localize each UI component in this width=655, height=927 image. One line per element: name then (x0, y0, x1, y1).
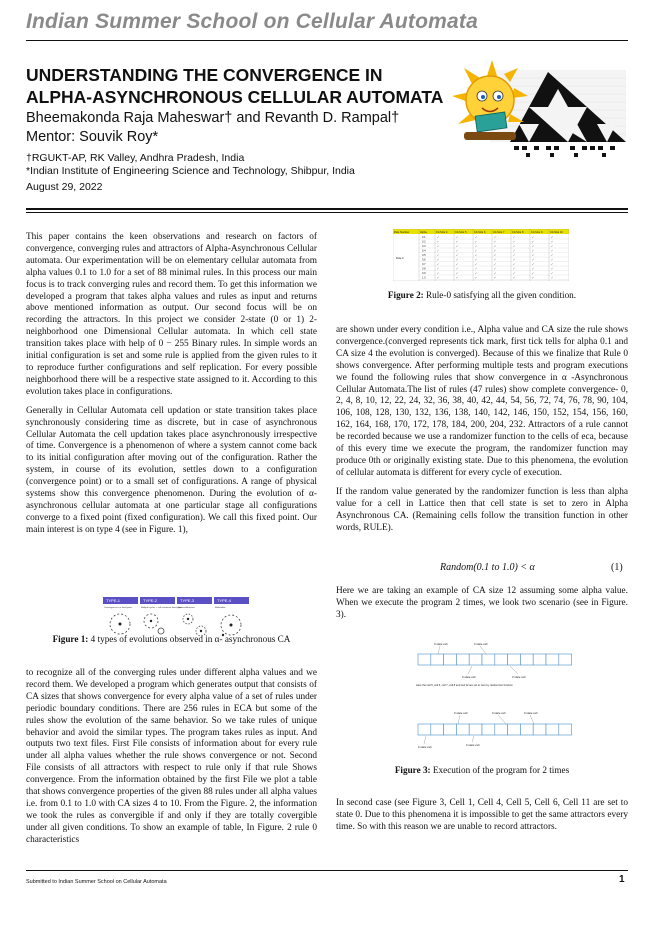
fig3-bottom-cell (418, 724, 431, 735)
authors: Bheemakonda Raja Maheswar† and Revanth D. Rampal† (26, 110, 400, 126)
fig2-tick-mark: ✓ (475, 254, 478, 257)
fig2-tick-mark: ✓ (532, 263, 535, 266)
figure-1-caption (26, 634, 317, 644)
fig2-tick-mark: ✓ (532, 276, 535, 280)
fig2-tick-mark: ✓ (437, 245, 440, 248)
fig2-tick-mark: ✓ (513, 249, 516, 253)
fig3-bottom-cell (456, 724, 469, 735)
title-line-1: UNDERSTANDING THE CONVERGENCE IN (26, 65, 383, 85)
fig2-tick-mark: ✓ (437, 267, 440, 271)
fig3-top-label-2: 0 state cell (474, 642, 488, 646)
fig3-top-cell (533, 654, 546, 665)
paragraph-example: Here we are taking an example of CA size 12 assuming some alpha value. When we execute the program 2 times, we look two scenario (see in Figure. 3). (336, 586, 628, 620)
fig2-alpha-value: 0.2 (422, 240, 426, 244)
fig2-tick-mark: ✓ (475, 276, 478, 280)
right-column-top (336, 325, 628, 541)
fig2-tick-mark: ✓ (551, 263, 554, 266)
fig3-bottom-label-5: 0 state cell (466, 743, 480, 747)
fig2-tick-mark: ✓ (475, 263, 478, 266)
fig2-tick-mark: ✓ (551, 240, 554, 244)
right-column-bottom (336, 798, 628, 841)
fig2-tick-mark: ✓ (475, 245, 478, 248)
figure-2-table (393, 229, 569, 281)
fig1-type-3: TYPE-3 (180, 598, 195, 603)
figure-3-caption-text: Execution of the program for 2 times (432, 765, 570, 775)
fig2-tick-mark: ✓ (494, 263, 497, 266)
fig2-tick-mark: ✓ (437, 254, 440, 257)
fig3-bottom-cell (559, 724, 572, 735)
paragraph-abstract: This paper contains the keen observations and research on factors of convergence, converging rules and attractors of Alpha-Asynchronous Cellular automata. Our experimentation will be on elementary cellular automata from alpha values 0.1 to 1.0 for a set of 88 minimal rules. In this process our main focus is to track converging rules and record them. To get this information we developed a program that takes alpha values and rules as input and returns above mentioned information as output. Our second focus will be on recording the attractors. In this project we consider 2-state (0 or 1) 2-neighborhood one Dimensional Cellular automata. In which cell state transition takes place with help of 0 − 255 Binary rules. In simple words an initial configuration is set and some rule is applied from the given rules to it to reproduce further configurations and self replication. For every possible neighborhood there will be a respective state assigned to it. According to this evolution takes place in configurations. (26, 232, 317, 397)
figure-3-label: Figure 3: (394, 765, 431, 775)
fig3-top-cell (546, 654, 559, 665)
fig2-header-size4: CA Size 4 (436, 231, 448, 234)
fig2-tick-mark: ✓ (456, 272, 459, 275)
paper-title (26, 64, 446, 108)
fig2-header-size7: CA Size 7 (493, 231, 505, 234)
fig2-alpha-value: 0.7 (422, 263, 426, 266)
fig2-tick-mark: ✓ (513, 236, 516, 239)
fig2-tick-mark: ✓ (494, 240, 497, 244)
fig2-tick-mark: ✓ (475, 249, 478, 253)
fig2-tick-mark: ✓ (551, 245, 554, 248)
fig2-alpha-value: 0.5 (422, 254, 426, 257)
fig2-tick-mark: ✓ (475, 272, 478, 275)
fig3-bottom-cell (508, 724, 521, 735)
fig2-tick-mark: ✓ (551, 254, 554, 257)
fig2-tick-mark: ✓ (475, 240, 478, 244)
fig2-header-size8: CA Size 8 (512, 231, 524, 234)
fig2-tick-mark: ✓ (551, 272, 554, 275)
fig2-tick-mark: ✓ (551, 236, 554, 239)
figure-1-label: Figure 1: (52, 634, 89, 644)
fig2-tick-mark: ✓ (456, 240, 459, 244)
fig1-desc-1: Convergence to a fixed point (104, 607, 132, 609)
fig2-alpha-value: 0.8 (422, 267, 426, 271)
equation-1: Random(0.1 to 1.0) < α (440, 562, 535, 573)
fig2-tick-mark: ✓ (475, 258, 478, 262)
fig2-header-size9: CA Size 9 (531, 231, 543, 234)
fig2-tick-mark: ✓ (513, 276, 516, 280)
fig3-bottom-cell (495, 724, 508, 735)
fig3-top-label-1: 0 state cell (434, 642, 448, 646)
fig2-header-rule: Rule Number (394, 231, 410, 234)
fig1-type-1: TYPE-1 (106, 598, 121, 603)
fig3-bottom-label-1: 0 state cell (454, 711, 468, 715)
fig2-tick-mark: ✓ (513, 258, 516, 262)
figure-3-image (414, 640, 574, 752)
fig2-tick-mark: ✓ (437, 249, 440, 253)
footer-rule (26, 870, 628, 871)
fig3-top-cell (431, 654, 444, 665)
fig2-tick-mark: ✓ (456, 258, 459, 262)
fig2-tick-mark: ✓ (456, 249, 459, 253)
fig2-tick-mark: ✓ (494, 245, 497, 248)
figure-3-caption (336, 765, 628, 775)
page-number: 1 (619, 874, 625, 885)
fig2-tick-mark: ✓ (551, 249, 554, 253)
fig2-tick-mark: ✓ (494, 249, 497, 253)
date: August 29, 2022 (26, 181, 103, 193)
fig3-top-cell (559, 654, 572, 665)
header-rule (26, 40, 628, 41)
fig3-top-cell (495, 654, 508, 665)
title-rule-1 (26, 208, 628, 210)
fig2-tick-mark: ✓ (437, 236, 440, 239)
fig3-bottom-cell (482, 724, 495, 735)
fig2-alpha-value: 0.6 (422, 258, 426, 262)
fig2-tick-mark: ✓ (456, 236, 459, 239)
fig1-type-4: TYPE-4 (217, 598, 232, 603)
fig2-tick-mark: ✓ (437, 258, 440, 262)
affiliation-1: †RGUKT-AP, RK Valley, Andhra Pradesh, India (26, 152, 245, 164)
fig2-tick-mark: ✓ (437, 240, 440, 244)
fig2-tick-mark: ✓ (456, 263, 459, 266)
fig3-top-cell (469, 654, 482, 665)
fig2-header-size5: CA Size 5 (455, 231, 467, 234)
fig3-bottom-cell (520, 724, 533, 735)
paragraph-method: to recognize all of the converging rules under different alpha values and we record them. We developed a program which generates output that consists of CA sizes that shows convergence for every alpha value of a set of rules under periodic boundary conditions. There are 256 rules in ECA but some of the rules show the evolution of the same behavior. So we take rules of unique behavior and avoid the similar types. The program takes rules as input. And outputs two text files. First File consists of information about for every rule under all alpha values whether the rule shows convergence or not. Second File consists of all attractors with respect to rule only if that rule Shows convergence. From the information obtained by the first File we plot a table that shows convergence properties of the given 88 rules under all alpha values i.e. from 0.1 to 1.0 with CA sizes 4 to 10. From the Figure. 2, the information we took the rules as convergible if and only if they are totally covergible under all given conditions. To show an example of table, In Figure. 2 rule 0 characteristics (26, 668, 317, 845)
equation-1-number: (1) (611, 562, 623, 573)
fig3-top-label-3: 0 state cell (462, 675, 476, 679)
left-column-bottom (26, 668, 317, 854)
fig2-tick-mark: ✓ (513, 245, 516, 248)
fig1-desc-4: Multistable (215, 607, 226, 609)
paragraph-randomizer: If the random value generated by the randomizer function is less than alpha value for a cell in Lattice then that cell state is set to zero in Alpha Asynchronous CA. (Remaining cells follow the transition function in other words, RULE). (336, 486, 628, 533)
figure-2-label: Figure 2: (387, 290, 424, 300)
fig3-top-cell (508, 654, 521, 665)
fig2-tick-mark: ✓ (456, 276, 459, 280)
figure-2-caption (336, 290, 628, 300)
fig1-desc-2: Multiple cycles + self-sustained fixed point (141, 607, 182, 609)
fig2-tick-mark: ✓ (475, 267, 478, 271)
fig2-tick-mark: ✓ (456, 267, 459, 271)
fig2-tick-mark: ✓ (456, 254, 459, 257)
fig2-tick-mark: ✓ (456, 245, 459, 248)
cellular-automata-logo (450, 58, 630, 170)
fig3-bottom-cell (469, 724, 482, 735)
fig3-bottom-cell (546, 724, 559, 735)
fig3-bottom-label-2: 0 state cell (492, 711, 506, 715)
fig2-tick-mark: ✓ (551, 267, 554, 271)
fig2-header-alpha: Alpha (420, 231, 427, 234)
fig3-top-cell (444, 654, 457, 665)
fig2-tick-mark: ✓ (513, 267, 516, 271)
paragraph-second-case: In second case (see Figure 3, Cell 1, Cell 4, Cell 5, Cell 6, Cell 11 are set to state 0. Due to this phenomena it is impossible to get the same attractors every time. So with this reason we are unable to record attractors. (336, 798, 628, 832)
fig3-note-text: Here the cell 5, cell 6, cell 7, cell 8 and cell 12 are set to zero by randomizer function (416, 684, 513, 687)
fig3-bottom-cell (533, 724, 546, 735)
fig2-tick-mark: ✓ (532, 240, 535, 244)
fig2-tick-mark: ✓ (494, 258, 497, 262)
fig3-bottom-label-4: 0 state cell (418, 745, 432, 749)
fig3-top-cell (456, 654, 469, 665)
fig2-tick-mark: ✓ (494, 236, 497, 239)
fig2-tick-mark: ✓ (532, 267, 535, 271)
fig1-type-2: TYPE-2 (143, 598, 158, 603)
fig3-top-cell (482, 654, 495, 665)
fig2-tick-mark: ✓ (475, 236, 478, 239)
fig2-alpha-value: 0.4 (422, 249, 426, 253)
fig2-tick-mark: ✓ (437, 276, 440, 280)
fig2-tick-mark: ✓ (494, 267, 497, 271)
fig2-alpha-value: 0.3 (422, 245, 426, 248)
fig3-bottom-cell (431, 724, 444, 735)
fig3-top-label-4: 0 state cell (512, 675, 526, 679)
fig2-tick-mark: ✓ (494, 272, 497, 275)
fig2-alpha-value: 1.0 (422, 276, 426, 280)
fig2-tick-mark: ✓ (494, 276, 497, 280)
fig3-bottom-label-3: 0 state cell (524, 711, 538, 715)
fig3-note (416, 683, 513, 687)
fig2-header-size10: CA Size 10 (550, 231, 563, 234)
figure-2-caption-text: Rule-0 satisfying all the given condition. (426, 290, 577, 300)
fig2-header-size6: CA Size 6 (474, 231, 486, 234)
fig2-tick-mark: ✓ (513, 240, 516, 244)
fig2-tick-mark: ✓ (513, 272, 516, 275)
left-column-top (26, 232, 317, 544)
footer-text: Submitted to Indian Summer School on Cellular Automata (26, 879, 167, 885)
paragraph-intro: Generally in Cellular Automata cell updation or state transition takes place synchronously considering time as discrete, but in case of asynchronous Cellular Automata the cell updation takes place asynchronously irrespective of time. Convergence is a phenomenon of where a system cannot come back to its initial configuration after moving out of the configuration. Rather the system, in course of its evolution, settles down to a configuration (convergence point) or to a small set of configurations. A range of physical systems show this convergence phenomenon. During the evolution of α-asynchronous cellular automata at one particular stage all configurations converge to a fixed point (fixed configuration). We call this fixed point. Our main interest is on type 4 (see in Figure. 1), (26, 405, 317, 535)
fig2-tick-mark: ✓ (551, 276, 554, 280)
fig2-tick-mark: ✓ (513, 254, 516, 257)
fig2-alpha-value: 0.9 (422, 272, 426, 275)
fig2-tick-mark: ✓ (532, 236, 535, 239)
right-column-mid (336, 586, 628, 629)
fig2-tick-mark: ✓ (437, 272, 440, 275)
fig3-top-cell (418, 654, 431, 665)
fig2-tick-mark: ✓ (494, 254, 497, 257)
fig3-bottom-cell (444, 724, 457, 735)
fig2-tick-mark: ✓ (532, 272, 535, 275)
state-pattern-strip (514, 146, 615, 157)
mentor: Mentor: Souvik Roy* (26, 129, 159, 145)
title-line-2: ALPHA-ASYNCHRONOUS CELLULAR AUTOMATA (26, 87, 444, 107)
fig2-tick-mark: ✓ (437, 263, 440, 266)
fig2-tick-mark: ✓ (532, 254, 535, 257)
fig1-desc-3: Sparse Attractors (178, 607, 195, 609)
fig2-rule-label: Rule 0 (396, 257, 404, 260)
fig3-top-cell (520, 654, 533, 665)
fig2-tick-mark: ✓ (532, 258, 535, 262)
affiliation-2: *Indian Institute of Engineering Science and Technology, Shibpur, India (26, 165, 355, 177)
figure-1-caption-text: 4 types of evolutions observed in α- asynchronous CA (90, 634, 291, 644)
fig2-tick-mark: ✓ (532, 245, 535, 248)
fig2-alpha-value: 0.1 (422, 236, 426, 239)
fig2-tick-mark: ✓ (532, 249, 535, 253)
paragraph-results: are shown under every condition i.e., Alpha value and CA size the rule shows convergence.(converged represents tick mark, first tick tells for alpha 0.1 and CA size 4 the evolution is converged). Because of this we finalize that Rule 0 shows convergence. After performing multiple tests and program executions we found the following rules that show convergence in α -Asynchronous Cellular Automata.The list of rules (47 rules) show complete convergence- 0, 2, 4, 8, 10, 12, 22, 24, 32, 36, 38, 40, 42, 44, 54, 56, 72, 74, 76, 78, 90, 104, 106, 108, 128, 130, 132, 136, 138, 140, 142, 146, 150, 152, 154, 156, 160, 162, 164, 168, 170, 172, 178, 184, 200, 204, 232. Attractors of a rule cannot be recorded because we use a randomizer function to the cells of eca, because of this every time we execute the program, the randomizer function may produce 0th or originally existing state. Due to this phenomena, the evolution of cellular automata is different for every cycle of execution. (336, 325, 628, 478)
title-rule-2 (26, 212, 628, 213)
conference-header: Indian Summer School on Cellular Automata (26, 10, 478, 33)
fig2-tick-mark: ✓ (551, 258, 554, 262)
fig2-tick-mark: ✓ (513, 263, 516, 266)
